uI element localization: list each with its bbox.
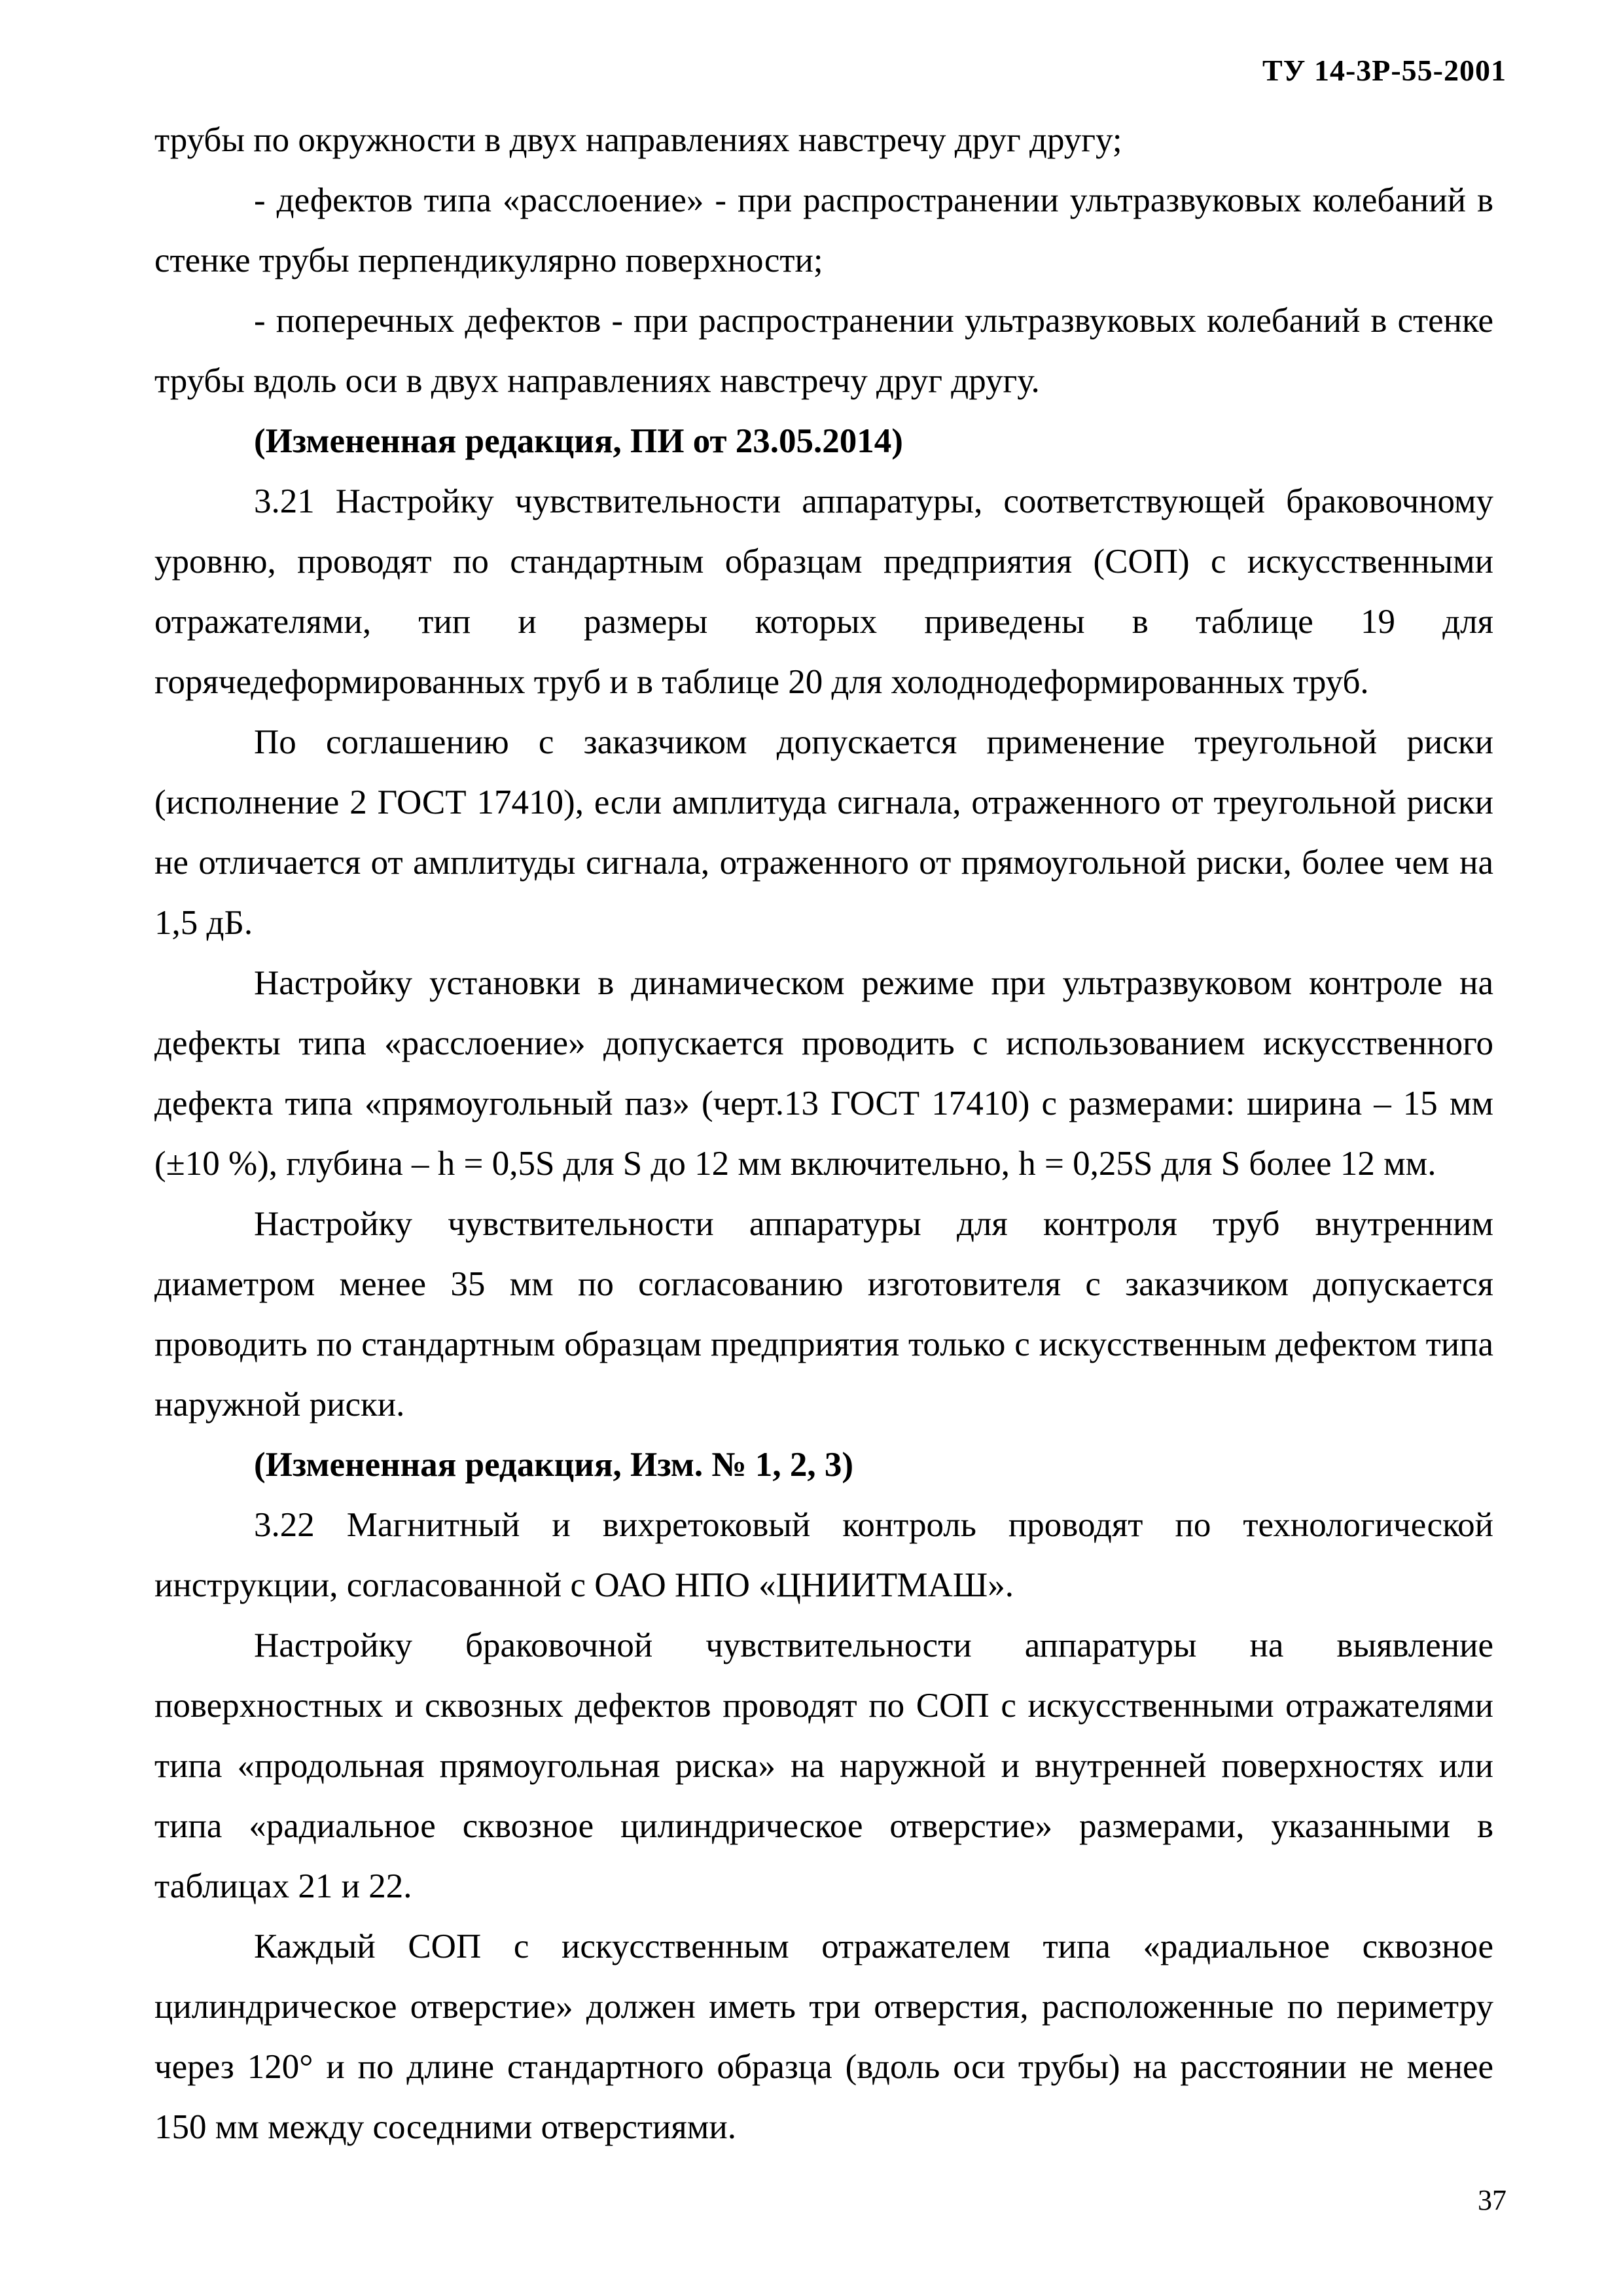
page-body [154, 110, 1493, 2157]
paragraph-3-22: 3.22 Магнитный и вихретоковый контроль проводят по технологической инструкции, согласованной с ОАО НПО «ЦНИИТМАШ». [154, 1506, 1493, 1604]
document-code-header: ТУ 14-3Р-55-2001 [1262, 54, 1507, 87]
paragraph-dynamic-setup: Настройку установки в динамическом режиме при ультразвуковом контроле на дефекты типа «расслоение» допускается проводить с использованием искусственного дефекта типа «прямоугольный паз» (черт.13 ГОСТ 17410) с размерами: ширина – 15 мм (±10 %), глубина – h = 0,5S для S до 12 мм включительно, h = 0,25S для S более 12 мм. [154, 964, 1493, 1183]
revision-note-1: (Измененная редакция, ПИ от 23.05.2014) [254, 422, 903, 460]
paragraph-sop-holes: Каждый СОП с искусственным отражателем типа «радиальное сквозное цилиндрическое отверстие» должен иметь три отверстия, расположенные по периметру через 120° и по длине стандартного образца (вдоль оси трубы) на расстоянии не менее 150 мм между соседними отверстиями. [154, 1928, 1493, 2146]
revision-note-2: (Измененная редакция, Изм. № 1, 2, 3) [254, 1446, 854, 1484]
paragraph-3-21: 3.21 Настройку чувствительности аппаратуры, соответствующей браковочному уровню, проводят по стандартным образцам предприятия (СОП) с искусственными отражателями, тип и размеры которых приведены в таблице 19 для горячедеформированных труб и в таблице 20 для холоднодеформированных труб. [154, 482, 1493, 701]
paragraph-continuation: трубы по окружности в двух направлениях навстречу друг другу; [154, 121, 1122, 159]
paragraph-rejection-sensitivity: Настройку браковочной чувствительности аппаратуры на выявление поверхностных и сквозных дефектов проводят по СОП с искусственными отражателями типа «продольная прямоугольная риска» на наружной и внутренней поверхностях или типа «радиальное сквозное цилиндрическое отверстие» размерами, указанными в таблицах 21 и 22. [154, 1626, 1493, 1905]
paragraph-small-diameter: Настройку чувствительности аппаратуры для контроля труб внутренним диаметром менее 35 мм по согласованию изготовителя с заказчиком допускается проводить по стандартным образцам предприятия только с искусственным дефектом типа наружной риски. [154, 1205, 1493, 1424]
paragraph-transverse-defects: - поперечных дефектов - при распространении ультразвуковых колебаний в стенке трубы вдоль оси в двух направлениях навстречу друг другу. [154, 302, 1493, 400]
page-number: 37 [1478, 2184, 1507, 2216]
paragraph-delamination-defects: - дефектов типа «расслоение» - при распространении ультразвуковых колебаний в стенке трубы перпендикулярно поверхности; [154, 181, 1493, 279]
paragraph-triangular-notch: По соглашению с заказчиком допускается применение треугольной риски (исполнение 2 ГОСТ 17410), если амплитуда сигнала, отраженного от треугольной риски не отличается от амплитуды сигнала, отраженного от прямоугольной риски, более чем на 1,5 дБ. [154, 723, 1493, 942]
